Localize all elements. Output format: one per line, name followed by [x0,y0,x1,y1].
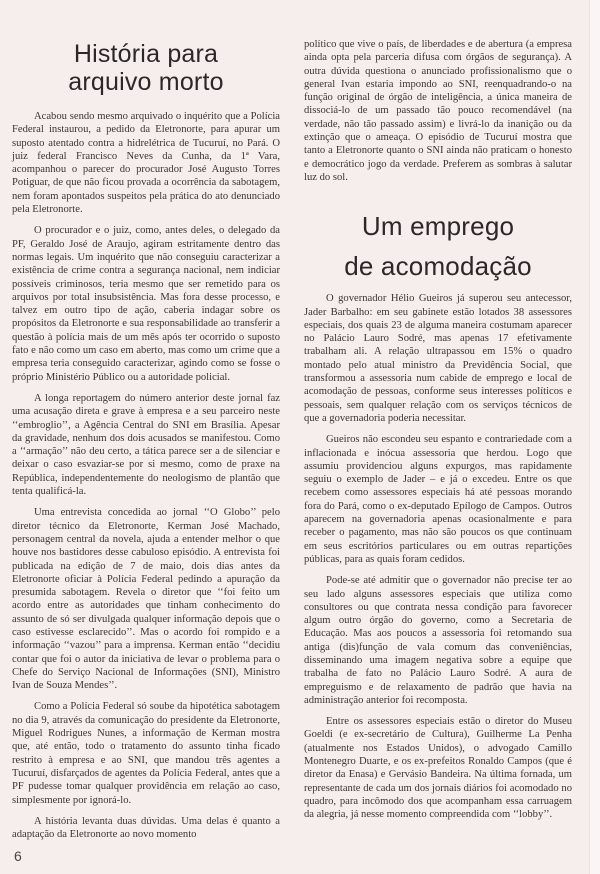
page-edge [589,0,600,874]
article2-title-line1: Um emprego [361,211,515,242]
article1-paragraph: A história levanta duas dúvidas. Uma delas é quanto a adaptação da Eletronorte ao novo momento [12,815,280,841]
article1-paragraph: Acabou sendo mesmo arquivado o inquérito que a Polícia Federal instaurou, a pedido da Eletronorte, para apurar um suposto atentado contra a hidrelétrica de Tucuruí, no Pará. O juiz federal Francisco Neves da Cunha, da 1ª Vara, acompanhou o parecer do procurador José Augusto Torres Potiguar, de que não ficou provada a ocorrência da sabotagem, nem foram apontados suspeitos pela prática do ato denunciado pela Eletronorte. [12,111,280,216]
article1-continuation: político que vive o país, de liberdades e de abertura (a empresa ainda opta pela parceria difusa com órgãos de segurança). A outra dúvida questiona o anunciado profissionalismo que o general Ivan estaria impondo ao SNI, reenquadrando-o na função original de órgão de inteligência, a única maneira de dissociá-lo de um passado tão pouco recomendável (na verdade, não tão passado assim) e livrá-lo da inanição ou da extinção que o ameaça. O episódio de Tucuruí mostra que tanto a Eletronorte quanto o SNI ainda não praticam o honesto e democrático jogo da verdade. Preferem as sombras à salutar luz do sol. [304,39,572,183]
article2-paragraph: O governador Hélio Gueiros já superou seu antecessor, Jader Barbalho: em seu gabinete estão lotados 38 assessores especiais, dos quais 23 de alguma maneira costumam aparecer no Palácio Lauro Sodré, mas apenas 17 efetivamente trabalham ali. A relação ultrapassou em 15% o quadro montado pelo atual ministro da Previdência Social, que transformou a assessoria num cabide de emprego e local de acomodação de pessoas, conforme seus interesses políticos e pessoais, sem qualquer relação com os serviços técnicos de que a governadoria poderia necessitar. [304,293,572,424]
article2-title [304,192,572,286]
article1-title [12,0,280,96]
article1-paragraph: A longa reportagem do número anterior deste jornal faz uma acusação direta e grave à empresa e a seu parceiro neste ‘‘embroglio’’, a Agência Central do SNI em Brasília. Apesar da gravidade, nenhum dos dois acusados se manifestou. Como a ‘‘armação’’ não deu certo, a tática parece ser a de silenciar e deixar o caso esvaziar-se por si mesmo, como de praxe na República, independentemente do neologismo de plantão que tenta qualificá-la. [12,392,280,498]
article1-paragraph: Como a Polícia Federal só soube da hipotética sabotagem no dia 9, através da comunicação do presidente da Eletronorte, Miguel Rodrigues Nunes, a informação de Kerman mostra que, até então, todo o tratamento do assunto tinha ficado restrito à empresa e ao SNI, que mandou três agentes a Tucuruí, disfarçados de agentes da Polícia Federal, antes que a PF pudesse tomar qualquer providência em relação ao caso, simplesmente por ignorá-lo. [12,701,280,806]
article2-title-line2: de acomodação [344,251,532,282]
article1-paragraph: Uma entrevista concedida ao jornal ‘‘O Globo’’ pelo diretor técnico da Eletronorte, Kerman José Machado, personagem central da novela, ajuda a entender melhor o que houve nos bastidores desse cabuloso episódio. A entrevista foi publicada na edição de 7 de maio, dois dias antes da Eletronorte oficiar à Polícia Federal pedindo a apuração da presumida sabotagem. Revela o diretor que ‘‘foi feito um acordo entre as autoridades que tinham conhecimento do assunto de só ser divulgada qualquer informação depois que o caso estivesse esclarecido’’. Mas o acordo foi rompido e a informação ‘‘vazou’’ para a imprensa. Kerman então ‘‘decidiu contar que foi o autor da iniciativa de levar o problema para o Chefe do Serviço Nacional de Informações (SNI), Ministro Ivan de Souza Mendes’’. [12,507,280,692]
article2-paragraph: Gueiros não escondeu seu espanto e contrariedade com a inflacionada e inócua assessoria que herdou. Logo que assumiu providenciou alguns expurgos, mas rapidamente seguiu o exemplo de Jader – e já o excedeu. Entre os que recebem como assessores especiais há até pessoas morando fora do Pará, como o ex-deputado Epílogo de Campos. Outros aparecem na governadoria apenas ocasionalmente e para receber o pagamento, mas não são poucos os que continuam em seus escritórios particulares ou em outras repartições públicas, para as quais foram cedidos. [304,434,572,565]
right-column [304,0,572,830]
article1-title-line1: História para [73,40,219,68]
article2-paragraph: Pode-se até admitir que o governador não precise ter ao seu lado alguns assessores especiais que utiliza como consultores ou que contrata nessa condição para favorecer algum outro órgão do governo, como a Secretaria de Educação. Mas aos poucos a assessoria foi retomando sua antiga (dis)função de vala comum das conveniências, disseminando uma imagem negativa sobre a equipe que trabalha de fato no Palácio Lauro Sodré. A aura de empreguismo e de relaxamento de padrão que havia na administração anterior foi recomposta. [304,575,572,706]
article1-title-line2: arquivo morto [68,68,224,96]
article2-paragraph: Entre os assessores especiais estão o diretor do Museu Goeldi (e ex-secretário de Cultura), Guilherme La Penha (atualmente nos Estados Unidos), o advogado Camillo Montenegro Duarte, e os ex-prefeitos Ronaldo Campos (que é diretor da Enasa) e Gervásio Bandeira. Na última fornada, um representante de cada um dos jornais diários foi acomodado no quadro, para incômodo dos que acompanham essa carruagem da alegria, já nesse momento compreendida com ‘‘lobby’’. [304,716,572,821]
article1-paragraph: O procurador e o juiz, como, antes deles, o delegado da PF, Geraldo José de Araujo, agiram estritamente dentro das normas legais. Um inquérito que não conseguiu caracterizar a existência de crime contra a segurança nacional, nem indiciar possíveis criminosos, teria mesmo que ser remetido para os arquivos por total insubsistência. Mas fora desse processo, e talvez em outro tipo de ação, caberia indagar sobre os propósitos da Eletronorte e sua responsabilidade ao transferir a questão à polícia mais de um mês após ter ocorrido o suposto fato e não como um caso em aberto, mas como um crime que a empresa teria conseguido caracterizar, agindo como se fosse o próprio Ministério Público ou a autoridade policial. [12,225,280,383]
left-column [12,0,280,849]
page-number: 6 [14,848,22,864]
